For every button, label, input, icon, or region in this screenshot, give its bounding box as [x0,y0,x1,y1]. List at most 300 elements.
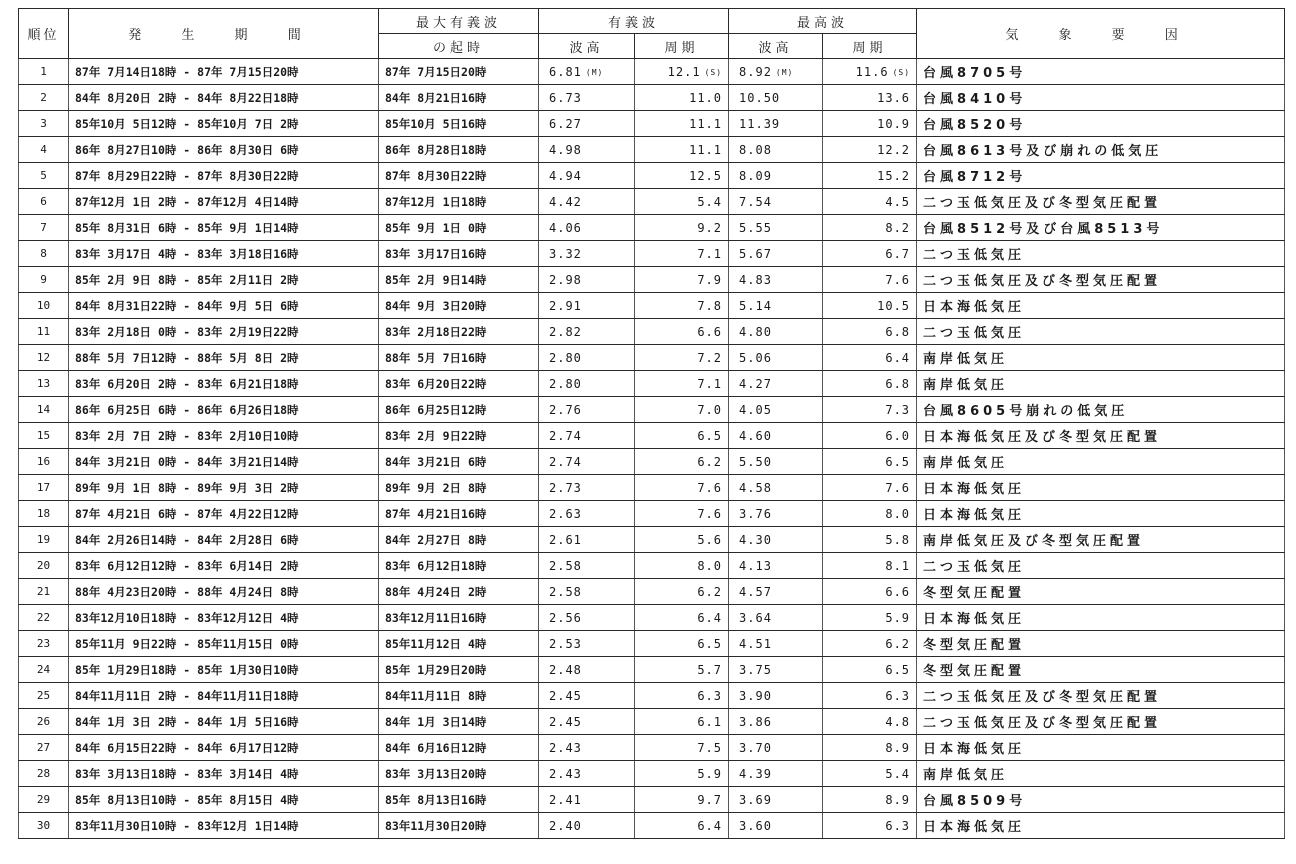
sig-period-cell [635,423,729,449]
period-cell [69,553,379,579]
rank-cell [19,371,69,397]
max-time-cell [379,709,539,735]
max-time-cell [379,449,539,475]
period-cell-value: 83年 6月12日12時 - 83年 6月14日 2時 [75,558,299,573]
max-period-cell [823,761,917,787]
header-period: 発 生 期 間 [69,9,379,59]
cause-cell [917,397,1285,423]
cause-cell [917,527,1285,553]
max-height-cell-value: 3.60 [739,818,772,833]
sig-period-cell-value: 7.1 [697,376,723,391]
cause-cell [917,449,1285,475]
table-row [19,111,1285,137]
sig-period-cell [635,475,729,501]
sig-height-cell-value: 2.56 [549,610,582,625]
rank-cell [19,657,69,683]
header-max-time-line2: の起時 [379,34,539,59]
header-sig-height: 波高 [539,34,635,59]
rank-cell-value: 6 [40,195,47,208]
cause-cell [917,423,1285,449]
max-time-cell-value: 88年 4月24日 2時 [385,584,487,599]
table-row [19,371,1285,397]
sig-period-cell [635,267,729,293]
cause-cell [917,111,1285,137]
rank-cell-value: 17 [36,481,51,494]
header-max-height: 波高 [729,34,823,59]
sig-period-cell [635,215,729,241]
rank-cell-value: 9 [40,273,47,286]
max-period-cell-value: 10.5 [877,298,911,313]
table-row [19,657,1285,683]
max-time-cell-value: 84年 8月21日16時 [385,90,487,105]
sig-height-cell-value: 2.45 [549,714,582,729]
max-time-cell-value: 86年 8月28日18時 [385,142,487,157]
period-cell [69,267,379,293]
sig-height-cell [539,345,635,371]
period-cell-value: 88年 4月23日20時 - 88年 4月24日 8時 [75,584,299,599]
sig-period-cell [635,163,729,189]
cause-cell [917,475,1285,501]
cause-cell-value: 二つ玉低気圧及び冬型気圧配置 [923,274,1162,289]
cause-cell [917,215,1285,241]
sig-period-cell [635,293,729,319]
table-row [19,267,1285,293]
sig-height-cell-value: 2.58 [549,558,582,573]
rank-cell-value: 28 [36,767,51,780]
sig-period-cell-value: 6.4 [697,818,723,833]
max-period-cell-value: 4.5 [885,194,911,209]
max-time-cell-value: 84年11月11日 8時 [385,688,487,703]
cause-cell-value: 二つ玉低気圧及び冬型気圧配置 [923,716,1162,731]
max-height-cell [729,137,823,163]
rank-cell-value: 25 [36,689,51,702]
max-height-cell [729,189,823,215]
period-cell [69,527,379,553]
sig-period-cell-value: 6.4 [697,610,723,625]
rank-cell [19,319,69,345]
period-cell-value: 84年 6月15日22時 - 84年 6月17日12時 [75,740,299,755]
sig-period-cell-value: 7.5 [697,740,723,755]
max-height-cell [729,579,823,605]
max-height-cell [729,605,823,631]
sig-period-cell-value: 5.7 [697,662,723,677]
max-height-cell [729,787,823,813]
period-cell [69,85,379,111]
max-time-cell-value: 85年 9月 1日 0時 [385,220,487,235]
max-height-cell [729,345,823,371]
sig-period-cell [635,189,729,215]
max-period-cell [823,241,917,267]
cause-cell-value: 南岸低気圧 [923,378,1009,393]
table-row [19,345,1285,371]
table-row [19,553,1285,579]
sig-height-cell [539,267,635,293]
max-period-cell [823,293,917,319]
sig-height-cell-value: 2.76 [549,402,582,417]
sig-period-cell-value: 6.1 [697,714,723,729]
sig-height-cell [539,371,635,397]
rank-cell-value: 20 [36,559,51,572]
max-period-cell-value: 6.3 [885,688,911,703]
max-period-cell-value: 12.2 [877,142,911,157]
period-cell-value: 85年10月 5日12時 - 85年10月 7日 2時 [75,116,299,131]
period-cell-value: 84年 3月21日 0時 - 84年 3月21日14時 [75,454,299,469]
max-time-cell [379,735,539,761]
rank-cell [19,293,69,319]
period-cell [69,449,379,475]
sig-period-cell-value: 6.3 [697,688,723,703]
period-cell [69,215,379,241]
max-time-cell [379,761,539,787]
sig-period-cell [635,501,729,527]
sig-period-cell [635,683,729,709]
max-time-cell [379,683,539,709]
sig-height-cell [539,241,635,267]
period-cell-value: 84年 1月 3日 2時 - 84年 1月 5日16時 [75,714,299,729]
sig-height-cell-value: 2.61 [549,532,582,547]
sig-period-cell [635,735,729,761]
sig-height-cell-value: 2.98 [549,272,582,287]
rank-cell [19,631,69,657]
max-period-cell [823,579,917,605]
max-height-cell [729,293,823,319]
max-time-cell-value: 83年 3月13日20時 [385,766,487,781]
cause-cell [917,319,1285,345]
rank-cell-value: 7 [40,221,47,234]
cause-cell-value: 日本海低気圧 [923,300,1026,315]
max-period-cell [823,709,917,735]
rank-cell [19,501,69,527]
header-row-top [19,9,1285,34]
rank-cell [19,189,69,215]
sig-period-cell-value: 11.0 [689,90,723,105]
max-height-cell-value: 4.57 [739,584,772,599]
max-period-cell-value: 6.0 [885,428,911,443]
max-height-cell-value: 3.75 [739,662,772,677]
sig-period-cell [635,59,729,85]
sig-period-cell-value: 7.8 [697,298,723,313]
sig-period-cell [635,449,729,475]
rank-cell [19,85,69,111]
rank-cell [19,163,69,189]
max-height-cell-value: 8.09 [739,168,772,183]
max-period-cell [823,605,917,631]
max-period-cell [823,85,917,111]
max-time-cell-value: 85年 1月29日20時 [385,662,487,677]
max-period-cell-value: 7.6 [885,272,911,287]
period-cell [69,241,379,267]
sig-height-cell [539,397,635,423]
max-time-cell-value: 84年 9月 3日20時 [385,298,487,313]
max-height-cell-value: 5.14 [739,298,772,313]
sig-period-cell-value: 12.5 [689,168,723,183]
max-period-cell-value: 7.3 [885,402,911,417]
sig-height-cell-value: 2.41 [549,792,582,807]
max-period-cell [823,683,917,709]
max-period-cell-value: 6.8 [885,324,911,339]
cause-cell-value: 台風8520号 [923,118,1027,133]
max-height-cell [729,267,823,293]
sig-period-cell [635,657,729,683]
max-height-cell [729,59,823,85]
table-row [19,631,1285,657]
max-time-cell-value: 85年10月 5日16時 [385,116,487,131]
max-period-cell-value: 8.1 [885,558,911,573]
period-cell-value: 84年 2月26日14時 - 84年 2月28日 6時 [75,532,299,547]
cause-cell [917,293,1285,319]
sig-period-cell [635,527,729,553]
cause-cell [917,553,1285,579]
period-cell-value: 84年11月11日 2時 - 84年11月11日18時 [75,688,299,703]
sig-height-cell-value: 2.73 [549,480,582,495]
max-period-cell-value: 7.6 [885,480,911,495]
max-period-cell-value: 11.6 [855,64,889,79]
max-time-cell [379,345,539,371]
sig-period-cell [635,345,729,371]
wave-ranking-table [18,8,1285,839]
max-height-cell-value: 4.39 [739,766,772,781]
max-period-cell-value: 6.3 [885,818,911,833]
cause-cell-value: 日本海低気圧 [923,612,1026,627]
sig-height-cell-value: 2.43 [549,766,582,781]
period-cell-value: 83年11月30日10時 - 83年12月 1日14時 [75,818,299,833]
sig-height-cell [539,553,635,579]
max-period-cell [823,527,917,553]
max-period-cell [823,111,917,137]
cause-cell-value: 二つ玉低気圧及び冬型気圧配置 [923,690,1162,705]
sig-period-cell-value: 11.1 [689,142,723,157]
sig-height-cell-value: 2.53 [549,636,582,651]
cause-cell-value: 台風8605号崩れの低気圧 [923,404,1129,419]
max-height-cell [729,163,823,189]
sig-height-cell [539,189,635,215]
sig-height-cell-value: 2.63 [549,506,582,521]
table-row [19,579,1285,605]
table-row [19,527,1285,553]
table-row [19,397,1285,423]
max-time-cell [379,111,539,137]
rank-cell [19,761,69,787]
max-time-cell [379,553,539,579]
max-height-cell-value: 4.30 [739,532,772,547]
max-time-cell [379,293,539,319]
rank-cell [19,813,69,839]
rank-cell-value: 5 [40,169,47,182]
rank-cell [19,345,69,371]
max-time-cell [379,787,539,813]
sig-height-cell [539,163,635,189]
sig-period-cell [635,319,729,345]
rank-cell-value: 29 [36,793,51,806]
max-period-cell [823,163,917,189]
max-height-cell [729,397,823,423]
header-rank: 順位 [19,9,69,59]
max-period-cell-value: 8.9 [885,740,911,755]
max-period-cell [823,449,917,475]
cause-cell [917,163,1285,189]
max-period-cell [823,59,917,85]
max-height-cell-value: 4.51 [739,636,772,651]
rank-cell-value: 14 [36,403,51,416]
rank-cell-value: 30 [36,819,51,832]
max-height-cell [729,527,823,553]
cause-cell [917,709,1285,735]
cause-cell [917,345,1285,371]
table-body [19,59,1285,839]
rank-cell [19,605,69,631]
max-time-cell-value: 85年11月12日 4時 [385,636,487,651]
max-time-cell-value: 86年 6月25日12時 [385,402,487,417]
max-time-cell [379,475,539,501]
period-cell [69,813,379,839]
table-row [19,761,1285,787]
period-cell [69,319,379,345]
max-period-cell-value: 6.7 [885,246,911,261]
max-height-cell [729,709,823,735]
cause-cell-value: 台風8705号 [923,66,1027,81]
sig-height-cell-value: 2.80 [549,350,582,365]
sig-period-cell-value: 5.9 [697,766,723,781]
cause-cell-value: 冬型気圧配置 [923,586,1026,601]
period-cell [69,371,379,397]
table-row [19,813,1285,839]
period-cell-value: 84年 8月31日22時 - 84年 9月 5日 6時 [75,298,299,313]
table-row [19,163,1285,189]
max-height-cell-value: 3.70 [739,740,772,755]
cause-cell-value: 台風8509号 [923,794,1027,809]
sig-height-cell [539,579,635,605]
max-height-cell [729,683,823,709]
max-period-cell [823,631,917,657]
max-period-cell-value: 8.9 [885,792,911,807]
period-cell [69,345,379,371]
sig-height-cell [539,631,635,657]
max-time-cell-value: 83年 2月18日22時 [385,324,487,339]
max-height-cell [729,657,823,683]
max-time-cell [379,85,539,111]
max-period-cell [823,813,917,839]
cause-cell-value: 日本海低気圧 [923,742,1026,757]
rank-cell [19,787,69,813]
max-time-cell [379,579,539,605]
max-height-cell [729,111,823,137]
period-cell [69,631,379,657]
period-cell-value: 83年 3月17日 4時 - 83年 3月18日16時 [75,246,299,261]
cause-cell [917,59,1285,85]
max-period-cell-value: 6.5 [885,454,911,469]
unit-label: (M) [585,67,604,77]
period-cell [69,709,379,735]
sig-height-cell [539,683,635,709]
period-cell-value: 86年 8月27日10時 - 86年 8月30日 6時 [75,142,299,157]
cause-cell-value: 日本海低気圧 [923,508,1026,523]
sig-period-cell [635,553,729,579]
rank-cell [19,449,69,475]
period-cell [69,657,379,683]
table-row [19,787,1285,813]
max-period-cell-value: 5.8 [885,532,911,547]
header-sig-period: 周期 [635,34,729,59]
period-cell-value: 87年 4月21日 6時 - 87年 4月22日12時 [75,506,299,521]
sig-height-cell-value: 6.73 [549,90,582,105]
sig-period-cell [635,397,729,423]
sig-height-cell [539,787,635,813]
cause-cell [917,605,1285,631]
max-time-cell [379,813,539,839]
sig-height-cell [539,813,635,839]
sig-height-cell [539,423,635,449]
max-time-cell-value: 83年 2月 9日22時 [385,428,487,443]
table-row [19,293,1285,319]
rank-cell [19,579,69,605]
max-period-cell [823,423,917,449]
cause-cell-value: 二つ玉低気圧 [923,326,1026,341]
max-time-cell [379,319,539,345]
max-height-cell [729,371,823,397]
cause-cell-value: 冬型気圧配置 [923,638,1026,653]
rank-cell [19,215,69,241]
max-height-cell [729,631,823,657]
table-row [19,501,1285,527]
cause-cell-value: 台風8613号及び崩れの低気圧 [923,144,1163,159]
sig-period-cell-value: 5.6 [697,532,723,547]
max-time-cell-value: 85年 8月13日16時 [385,792,487,807]
max-period-cell [823,267,917,293]
cause-cell [917,371,1285,397]
sig-height-cell [539,449,635,475]
header-cause: 気 象 要 因 [917,9,1285,59]
sig-height-cell-value: 4.06 [549,220,582,235]
sig-height-cell-value: 2.43 [549,740,582,755]
max-height-cell-value: 8.08 [739,142,772,157]
max-period-cell-value: 5.9 [885,610,911,625]
max-period-cell-value: 8.0 [885,506,911,521]
sig-period-cell-value: 6.2 [697,584,723,599]
table-row [19,605,1285,631]
rank-cell-value: 18 [36,507,51,520]
sig-period-cell-value: 6.5 [697,428,723,443]
table-row [19,423,1285,449]
sig-height-cell [539,735,635,761]
max-period-cell-value: 6.4 [885,350,911,365]
sig-period-cell-value: 7.1 [697,246,723,261]
cause-cell-value: 冬型気圧配置 [923,664,1026,679]
sig-period-cell-value: 7.6 [697,480,723,495]
max-period-cell-value: 5.4 [885,766,911,781]
cause-cell [917,267,1285,293]
cause-cell-value: 日本海低気圧 [923,820,1026,835]
sig-period-cell [635,787,729,813]
cause-cell [917,501,1285,527]
max-time-cell-value: 87年 7月15日20時 [385,64,487,79]
sig-height-cell-value: 2.82 [549,324,582,339]
period-cell-value: 85年 8月31日 6時 - 85年 9月 1日14時 [75,220,299,235]
sig-height-cell [539,605,635,631]
max-period-cell-value: 8.2 [885,220,911,235]
table-row [19,59,1285,85]
max-time-cell [379,371,539,397]
period-cell [69,605,379,631]
sig-height-cell [539,475,635,501]
max-height-cell [729,735,823,761]
max-height-cell [729,813,823,839]
max-period-cell [823,787,917,813]
sig-period-cell-value: 9.2 [697,220,723,235]
cause-cell-value: 台風8512号及び台風8513号 [923,222,1164,237]
rank-cell-value: 13 [36,377,51,390]
cause-cell-value: 二つ玉低気圧 [923,560,1026,575]
max-time-cell-value: 84年 3月21日 6時 [385,454,487,469]
